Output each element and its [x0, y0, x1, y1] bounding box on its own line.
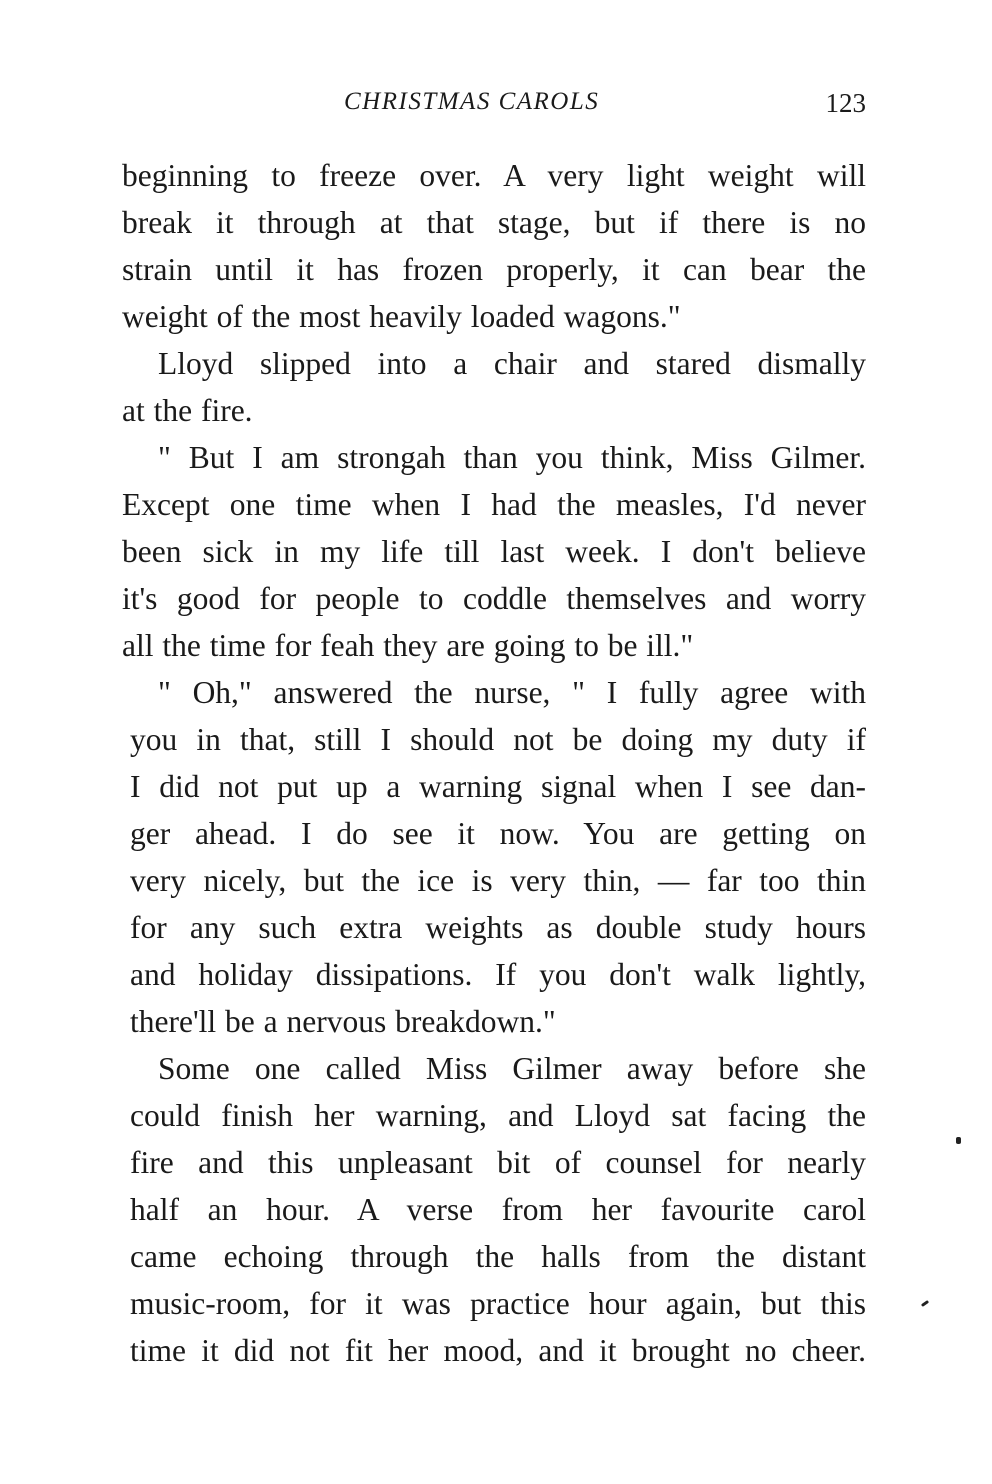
text-line: came echoing through the halls from the distant — [130, 1239, 866, 1274]
text-line: fire and this unpleasant bit of counsel for nearly — [130, 1145, 866, 1180]
text-line: beginning to freeze over. A very light weight will — [122, 158, 866, 193]
text-line: it's good for people to coddle themselves and worry — [122, 581, 866, 616]
page-number: 123 — [825, 88, 866, 118]
text-line: very nicely, but the ice is very thin, — far too thin — [130, 863, 866, 898]
text-line: weight of the most heavily loaded wagons." — [122, 299, 681, 334]
text-line: music-room, for it was practice hour again, but this — [130, 1286, 866, 1321]
text-line: at the fire. — [122, 393, 253, 428]
text-line: there'll be a nervous breakdown." — [130, 1004, 556, 1039]
ink-speck — [956, 1137, 961, 1144]
text-line: been sick in my life till last week. I don't believe — [122, 534, 866, 569]
text-line: " But I am strongah than you think, Miss Gilmer. — [158, 440, 866, 475]
text-line: for any such extra weights as double study hours — [130, 910, 866, 945]
text-line: break it through at that stage, but if there is no — [122, 205, 866, 240]
running-title: CHRISTMAS CAROLS — [344, 88, 600, 115]
text-line: ger ahead. I do see it now. You are getting on — [130, 816, 866, 851]
text-line: you in that, still I should not be doing my duty if — [130, 722, 866, 757]
text-line: and holiday dissipations. If you don't walk lightly, — [130, 957, 866, 992]
text-line: strain until it has frozen properly, it can bear the — [122, 252, 866, 287]
text-line: Lloyd slipped into a chair and stared dismally — [158, 346, 866, 381]
text-line: " Oh," answered the nurse, " I fully agree with — [158, 675, 866, 710]
text-line: Except one time when I had the measles, I'd never — [122, 487, 866, 522]
text-line: I did not put up a warning signal when I see dan- — [130, 769, 866, 804]
text-line: Some one called Miss Gilmer away before she — [158, 1051, 866, 1086]
text-line: all the time for feah they are going to be ill." — [122, 628, 694, 663]
body-text — [122, 152, 866, 1374]
text-line: could finish her warning, and Lloyd sat facing the — [130, 1098, 866, 1133]
running-head — [124, 88, 868, 122]
ink-speck — [921, 1300, 929, 1307]
text-line: time it did not fit her mood, and it brought no cheer. — [130, 1333, 866, 1368]
text-line: half an hour. A verse from her favourite carol — [130, 1192, 866, 1227]
